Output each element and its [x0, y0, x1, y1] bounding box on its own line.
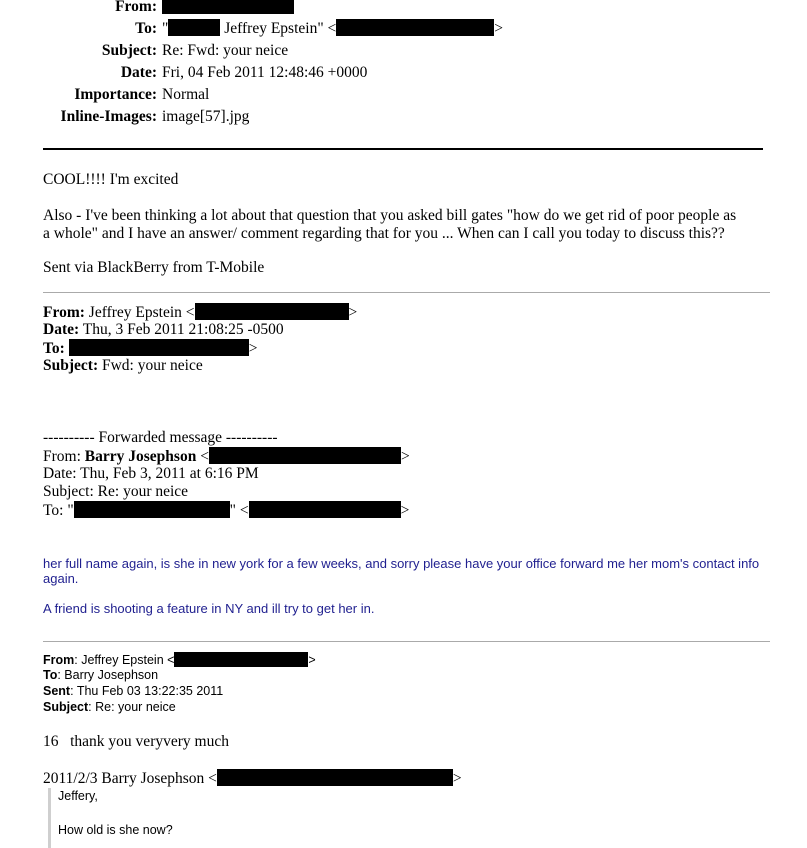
msg2-subject-row: [43, 357, 203, 375]
header-inline-images-value: image[57].jpg: [162, 108, 250, 125]
forwarded-subject-row: Subject: Re: your neice: [43, 483, 189, 500]
msg3-from-key: From: [43, 653, 75, 667]
reply-signature: Sent via BlackBerry from T-Mobile: [43, 259, 265, 276]
quote-header-text: 2011/2/3 Barry Josephson <: [43, 770, 217, 787]
reply-paragraph-line-2: a whole" and I have an answer/ comment regarding that for you ... When can I call you today to discuss this??: [43, 225, 725, 242]
reply-line: COOL!!!! I'm excited: [43, 171, 179, 188]
forwarded-banner: ---------- Forwarded message ----------: [43, 429, 278, 446]
msg2-subject-value: Fwd: your neice: [101, 357, 203, 374]
msg3-to-row: [43, 668, 158, 682]
msg2-subject-key: Subject:: [43, 357, 99, 374]
msg2-to-key: To:: [43, 340, 65, 357]
forwarded-from-name: Barry Josephson: [84, 448, 197, 465]
forwarded-body-line-3: A friend is shooting a feature in NY and ill try to get her in.: [43, 601, 375, 616]
msg2-date-row: [43, 321, 284, 339]
redaction-bar: [174, 652, 308, 667]
to-close: >: [494, 20, 504, 37]
forwarded-body-line-1: her full name again, is she in new york for a few weeks, and sorry please have your office forward me her mom's contact info: [43, 556, 760, 571]
redaction-bar: [217, 769, 453, 786]
header-from-value: [162, 0, 294, 17]
header-inline-images-key: Inline-Images:: [60, 108, 157, 125]
msg2-from-row: [43, 303, 357, 322]
quote-line-2: How old is she now?: [58, 823, 173, 837]
quote-header-close: >: [452, 770, 462, 787]
quote-header: [43, 769, 462, 788]
msg2-from-close: >: [348, 304, 358, 321]
header-from-key: From:: [115, 0, 157, 15]
msg2-date-value: Thu, 3 Feb 2011 21:08:25 -0500: [82, 321, 284, 338]
header-importance-value: Normal: [162, 86, 210, 103]
forwarded-to-close: >: [400, 502, 410, 519]
msg3-sent-row: [43, 684, 223, 698]
forwarded-from-open: <: [196, 448, 209, 465]
forwarded-body-line-2: again.: [43, 571, 79, 586]
message-divider: [43, 292, 770, 293]
header-importance-key: Importance:: [74, 86, 157, 103]
header-date-row: [0, 63, 807, 83]
header-subject-key: Subject:: [101, 42, 157, 59]
redaction-bar: [168, 19, 220, 36]
header-date-key: Date:: [120, 64, 157, 81]
forwarded-to-prefix: To: ": [43, 502, 74, 519]
msg3-from-value: : Jeffrey Epstein <: [74, 653, 175, 667]
redaction-bar: [195, 303, 349, 320]
msg2-date-key: Date:: [43, 321, 80, 338]
header-from-row: [0, 0, 807, 17]
header-importance-row: [0, 85, 807, 105]
msg2-to-row: [43, 339, 257, 358]
redaction-bar: [69, 339, 249, 356]
forwarded-from-close: >: [400, 448, 410, 465]
msg3-subject-key: Subject: [43, 700, 89, 714]
header-inline-images-row: [0, 107, 807, 127]
forwarded-date-row: Date: Thu, Feb 3, 2011 at 6:16 PM: [43, 465, 259, 482]
forwarded-from-row: [43, 447, 410, 466]
quote-bar: [48, 788, 51, 848]
to-name: Jeffrey Epstein" <: [224, 20, 337, 37]
msg2-to-close: >: [248, 340, 258, 357]
redaction-bar: [336, 19, 494, 36]
redaction-bar: [209, 447, 401, 464]
header-divider: [43, 148, 763, 150]
msg3-from-close: >: [308, 653, 316, 667]
msg3-subject-value: : Re: your neice: [88, 700, 176, 714]
quote-line-1: Jeffery,: [58, 789, 98, 803]
header-date-value: Fri, 04 Feb 2011 12:48:46 +0000: [162, 64, 368, 81]
redaction-bar: [162, 0, 294, 14]
header-to-value: [162, 19, 503, 39]
header-to-row: [0, 19, 807, 39]
forwarded-to-row: [43, 501, 409, 520]
msg3-from-row: [43, 652, 316, 667]
message-divider: [43, 641, 770, 642]
forwarded-from-prefix: From:: [43, 448, 85, 465]
header-subject-value: Re: Fwd: your neice: [162, 42, 289, 59]
msg3-sent-key: Sent: [43, 684, 71, 698]
msg3-subject-row: [43, 700, 176, 714]
forwarded-to-mid: " <: [229, 502, 249, 519]
msg3-body: 16 thank you veryvery much: [43, 733, 229, 750]
msg3-to-key: To: [43, 668, 58, 682]
msg3-to-value: : Barry Josephson: [57, 668, 159, 682]
msg2-from-key: From:: [43, 304, 85, 321]
to-quote: ": [162, 20, 169, 37]
header-subject-row: [0, 41, 807, 61]
redaction-bar: [249, 501, 401, 518]
header-to-key: To:: [135, 20, 157, 37]
msg3-sent-value: : Thu Feb 03 13:22:35 2011: [70, 684, 224, 698]
redaction-bar: [74, 501, 230, 518]
reply-paragraph-line-1: Also - I've been thinking a lot about that question that you asked bill gates "how do we get rid of poor people as: [43, 207, 737, 224]
msg2-from-value: Jeffrey Epstein <: [88, 304, 195, 321]
